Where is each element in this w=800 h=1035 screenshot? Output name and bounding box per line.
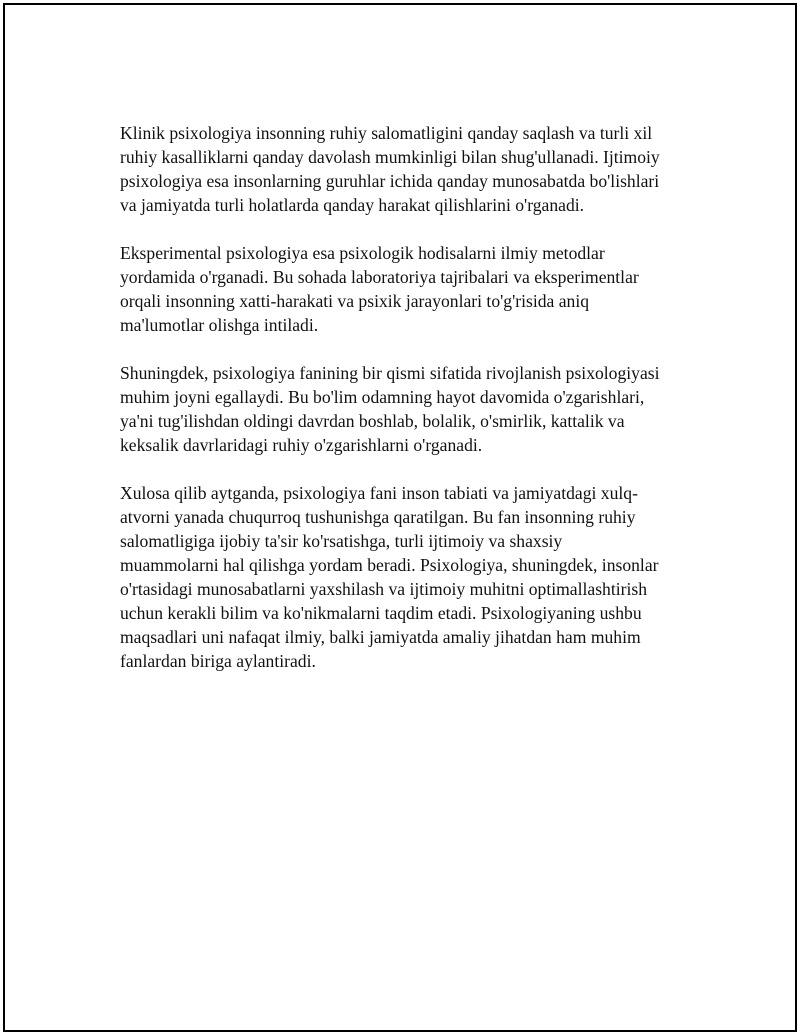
text-line: ma'lumotlar olishga intiladi.: [120, 315, 319, 335]
text-line: ruhiy kasalliklarni qanday davolash mumkinligi bilan shug'ullanadi. Ijtimoiy: [120, 147, 660, 167]
paragraph-developmental: [120, 361, 690, 457]
text-line: muammolarni hal qilishga yordam beradi. Psixologiya, shuningdek, insonlar: [120, 555, 659, 575]
paragraph-experimental: [120, 241, 690, 337]
text-line: muhim joyni egallaydi. Bu bo'lim odamning hayot davomida o'zgarishlari,: [120, 387, 645, 407]
document-body: [120, 121, 690, 697]
document-page: [3, 3, 797, 1032]
text-line: o'rtasidagi munosabatlarni yaxshilash va ijtimoiy muhitni optimallashtirish: [120, 579, 648, 599]
text-line: Eksperimental psixologiya esa psixologik hodisalarni ilmiy metodlar: [120, 243, 605, 263]
paragraph-clinical-social: [120, 121, 690, 217]
text-line: Klinik psixologiya insonning ruhiy salomatligini qanday saqlash va turli xil: [120, 123, 653, 143]
text-line: atvorni yanada chuqurroq tushunishga qaratilgan. Bu fan insonning ruhiy: [120, 507, 636, 527]
text-line: maqsadlari uni nafaqat ilmiy, balki jamiyatda amaliy jihatdan ham muhim: [120, 627, 641, 647]
text-line: ya'ni tug'ilishdan oldingi davrdan boshlab, bolalik, o'smirlik, kattalik va: [120, 411, 625, 431]
text-line: keksalik davrlaridagi ruhiy o'zgarishlarni o'rganadi.: [120, 435, 483, 455]
paragraph-conclusion: [120, 481, 690, 673]
text-line: salomatligiga ijobiy ta'sir ko'rsatishga, turli ijtimoiy va shaxsiy: [120, 531, 563, 551]
text-line: Shuningdek, psixologiya fanining bir qismi sifatida rivojlanish psixologiyasi: [120, 363, 660, 383]
text-line: uchun kerakli bilim va ko'nikmalarni taqdim etadi. Psixologiyaning ushbu: [120, 603, 642, 623]
text-line: fanlardan biriga aylantiradi.: [120, 651, 316, 671]
text-line: psixologiya esa insonlarning guruhlar ichida qanday munosabatda bo'lishlari: [120, 171, 660, 191]
text-line: Xulosa qilib aytganda, psixologiya fani inson tabiati va jamiyatdagi xulq-: [120, 483, 638, 503]
text-line: yordamida o'rganadi. Bu sohada laboratoriya tajribalari va eksperimentlar: [120, 267, 639, 287]
text-line: va jamiyatda turli holatlarda qanday harakat qilishlarini o'rganadi.: [120, 195, 585, 215]
text-line: orqali insonning xatti-harakati va psixik jarayonlari to'g'risida aniq: [120, 291, 590, 311]
